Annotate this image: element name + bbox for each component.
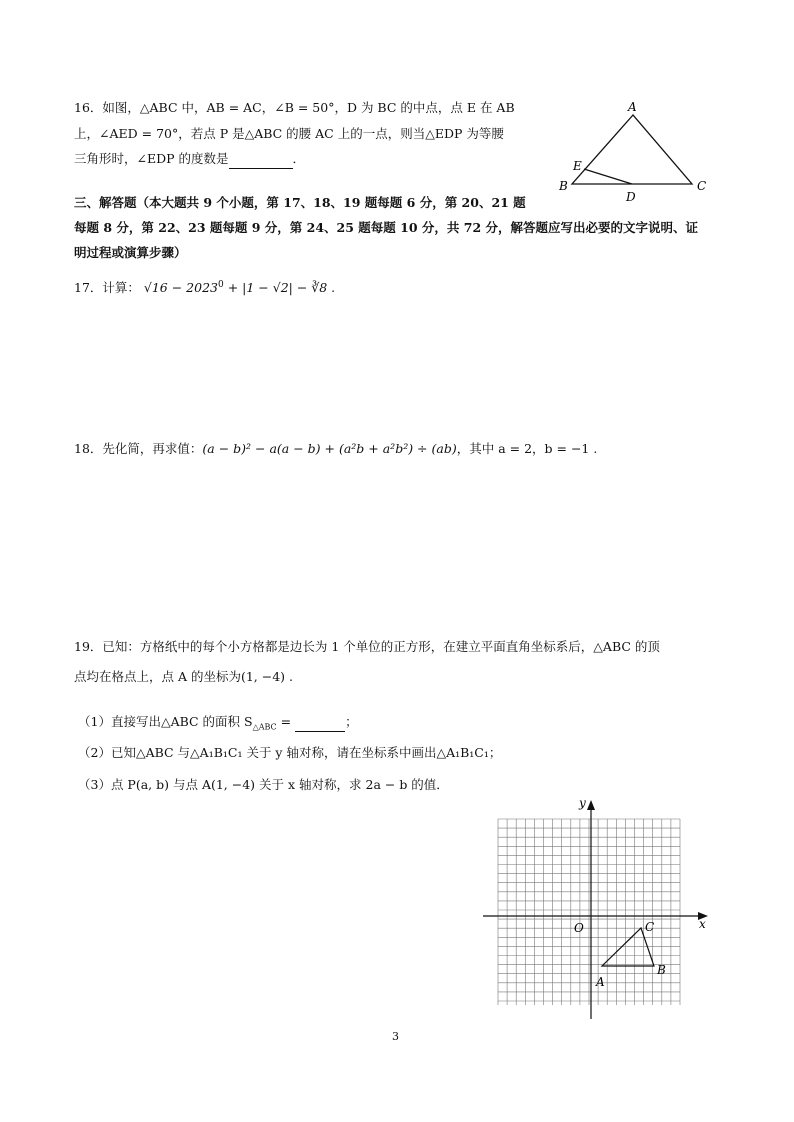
q16-line2: 上，∠AED = 70°，若点 P 是△ABC 的腰 AC 上的一点，则当△EDP 为等腰 xyxy=(74,126,504,141)
q19-part1-eq: = xyxy=(276,714,296,729)
q19-part1-prefix: （1）直接写出△ABC 的面积 S xyxy=(78,714,253,729)
coordinate-grid[interactable] xyxy=(478,794,718,1024)
q19-line2: 点均在格点上，点 A 的坐标为(1, −4) . xyxy=(74,669,294,684)
q18-expr: (a − b)² − a(a − b) + (a²b + a²b²) ÷ (ab) xyxy=(202,441,457,456)
q19-part1-end: ； xyxy=(345,714,358,729)
q17-exponent: 0 xyxy=(218,280,224,290)
q18-prefix: 18．先化简，再求值： xyxy=(74,441,203,456)
q19-part1 xyxy=(78,713,358,737)
triangle-abc xyxy=(572,115,692,184)
q16-line3-end: ． xyxy=(292,151,306,166)
section3-line1: 三、解答题（本大题共 9 个小题，第 17、18、19 题每题 6 分，第 20、21 题 xyxy=(74,195,526,210)
section3-line3: 明过程或演算步骤） xyxy=(74,245,187,260)
q19-part3: （3）点 P(a, b) 与点 A(1, −4) 关于 x 轴对称，求 2a − b 的值． xyxy=(78,777,449,792)
segment-ed xyxy=(584,169,632,184)
label-a: A xyxy=(628,100,637,114)
grid-label-a: A xyxy=(596,975,605,989)
q17-prefix: 17．计算： xyxy=(74,280,140,296)
grid-label-c: C xyxy=(645,920,655,934)
q17-line xyxy=(74,276,335,297)
grid-label-y: y xyxy=(579,796,586,810)
y-axis-arrow xyxy=(587,800,595,810)
q17-expr-a: √16 − 2023 xyxy=(143,280,218,296)
q16-triangle-figure xyxy=(555,98,715,208)
q16-line3 xyxy=(74,150,305,169)
grid-label-o: O xyxy=(574,921,584,935)
q18-suffix: ，其中 a = 2，b = −1 . xyxy=(456,441,598,456)
grid-label-x: x xyxy=(699,917,706,931)
q17-expr-b: + |1 − √2| − ∛8 . xyxy=(223,280,336,296)
q19-line1: 19．已知：方格纸中的每个小方格都是边长为 1 个单位的正方形，在建立平面直角坐标系后，△ABC 的顶 xyxy=(74,639,660,654)
q16-answer-blank[interactable] xyxy=(229,150,293,169)
q19-part2: （2）已知△ABC 与△A₁B₁C₁ 关于 y 轴对称，请在坐标系中画出△A₁B₁C₁； xyxy=(78,745,502,760)
grid-label-b: B xyxy=(657,963,666,977)
section3-line2: 每题 8 分，第 22、23 题每题 9 分，第 24、25 题每题 10 分，共 72 分，解答题应写出必要的文字说明、证 xyxy=(74,220,698,235)
page-number: 3 xyxy=(392,1030,399,1043)
label-b: B xyxy=(559,179,568,193)
q19-area-blank[interactable] xyxy=(295,713,345,732)
label-d: D xyxy=(626,190,636,204)
q18-line xyxy=(74,440,597,458)
q19-part1-sub: △ABC xyxy=(252,722,277,732)
q16-line3-text: 三角形时，∠EDP 的度数是 xyxy=(74,151,229,166)
label-c: C xyxy=(697,179,707,193)
grid-lines xyxy=(498,819,680,1005)
q16-line1: 16．如图，△ABC 中，AB = AC，∠B = 50°，D 为 BC 的中点，点 E 在 AB xyxy=(74,100,515,115)
label-e: E xyxy=(573,159,582,173)
